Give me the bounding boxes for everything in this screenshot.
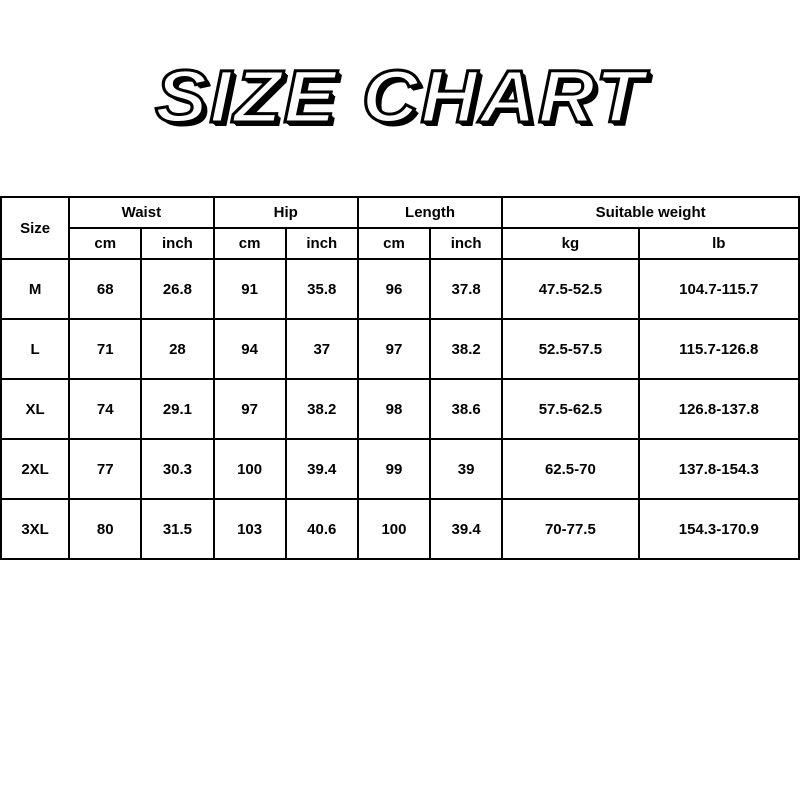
cell-waist-inch: 29.1 [141, 379, 213, 439]
header-group-suitable-weight: Suitable weight [502, 197, 799, 228]
row-size-label: XL [1, 379, 69, 439]
header-size: Size [1, 197, 69, 259]
cell-hip-cm: 97 [214, 379, 286, 439]
cell-waist-cm: 71 [69, 319, 141, 379]
cell-hip-inch: 35.8 [286, 259, 358, 319]
header-unit-length-cm: cm [358, 228, 430, 259]
header-unit-weight-kg: kg [502, 228, 638, 259]
cell-weight-kg: 52.5-57.5 [502, 319, 638, 379]
header-unit-weight-lb: lb [639, 228, 799, 259]
cell-length-cm: 97 [358, 319, 430, 379]
title-container [0, 55, 800, 138]
header-unit-waist-cm: cm [69, 228, 141, 259]
header-unit-waist-inch: inch [141, 228, 213, 259]
cell-length-cm: 98 [358, 379, 430, 439]
cell-weight-kg: 57.5-62.5 [502, 379, 638, 439]
table-header [1, 197, 799, 259]
cell-hip-inch: 39.4 [286, 439, 358, 499]
cell-waist-inch: 31.5 [141, 499, 213, 559]
cell-length-inch: 37.8 [430, 259, 502, 319]
table-row [1, 499, 799, 559]
cell-weight-lb: 115.7-126.8 [639, 319, 799, 379]
table-header-group-row [1, 197, 799, 228]
cell-hip-inch: 40.6 [286, 499, 358, 559]
table-body [1, 259, 799, 559]
cell-waist-cm: 74 [69, 379, 141, 439]
cell-waist-inch: 28 [141, 319, 213, 379]
row-size-label: L [1, 319, 69, 379]
cell-length-inch: 39.4 [430, 499, 502, 559]
cell-weight-lb: 126.8-137.8 [639, 379, 799, 439]
cell-hip-cm: 91 [214, 259, 286, 319]
table-row [1, 259, 799, 319]
cell-hip-inch: 38.2 [286, 379, 358, 439]
cell-weight-kg: 62.5-70 [502, 439, 638, 499]
header-group-waist: Waist [69, 197, 213, 228]
cell-hip-cm: 100 [214, 439, 286, 499]
cell-length-inch: 38.2 [430, 319, 502, 379]
cell-waist-inch: 26.8 [141, 259, 213, 319]
cell-weight-lb: 154.3-170.9 [639, 499, 799, 559]
header-unit-length-inch: inch [430, 228, 502, 259]
table-row [1, 379, 799, 439]
table-row [1, 439, 799, 499]
cell-length-cm: 99 [358, 439, 430, 499]
cell-weight-kg: 70-77.5 [502, 499, 638, 559]
cell-waist-cm: 68 [69, 259, 141, 319]
header-unit-hip-cm: cm [214, 228, 286, 259]
cell-weight-kg: 47.5-52.5 [502, 259, 638, 319]
header-group-length: Length [358, 197, 502, 228]
cell-hip-cm: 103 [214, 499, 286, 559]
cell-weight-lb: 104.7-115.7 [639, 259, 799, 319]
cell-hip-cm: 94 [214, 319, 286, 379]
cell-waist-cm: 80 [69, 499, 141, 559]
header-group-hip: Hip [214, 197, 358, 228]
cell-waist-cm: 77 [69, 439, 141, 499]
table-row [1, 319, 799, 379]
row-size-label: 3XL [1, 499, 69, 559]
cell-weight-lb: 137.8-154.3 [639, 439, 799, 499]
page-title: SIZE CHART [154, 55, 646, 138]
cell-waist-inch: 30.3 [141, 439, 213, 499]
cell-length-inch: 39 [430, 439, 502, 499]
cell-length-cm: 100 [358, 499, 430, 559]
cell-length-inch: 38.6 [430, 379, 502, 439]
header-unit-hip-inch: inch [286, 228, 358, 259]
table-header-unit-row [1, 228, 799, 259]
size-chart-table [0, 196, 800, 560]
row-size-label: 2XL [1, 439, 69, 499]
cell-length-cm: 96 [358, 259, 430, 319]
cell-hip-inch: 37 [286, 319, 358, 379]
row-size-label: M [1, 259, 69, 319]
